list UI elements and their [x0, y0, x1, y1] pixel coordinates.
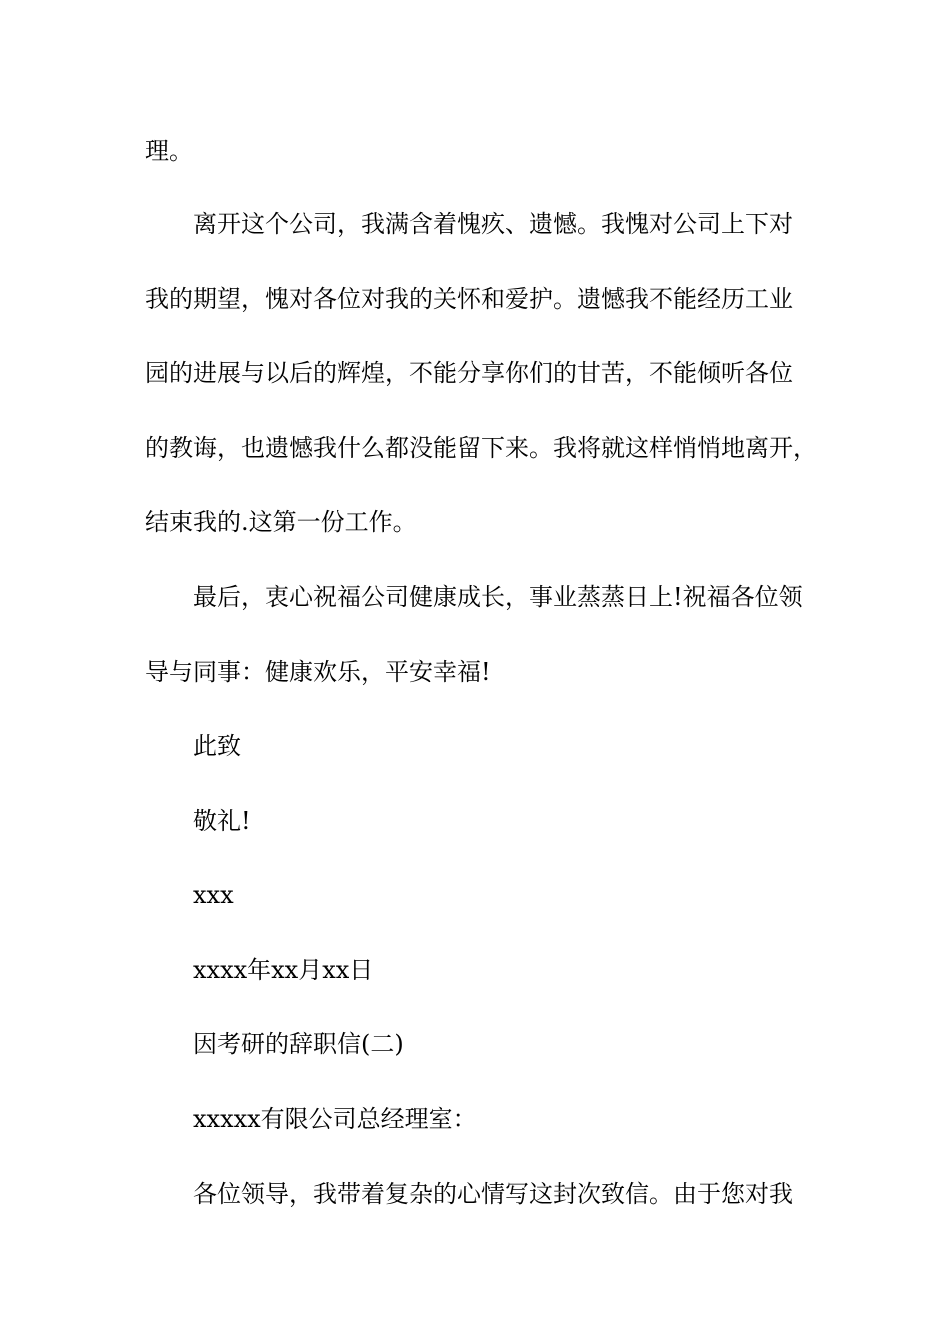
paragraph-line: 理。: [145, 137, 193, 165]
paragraph-line: 园的进展与以后的辉煌，不能分享你们的甘苦，不能倾听各位: [145, 359, 793, 387]
paragraph-line: 的教诲，也遗憾我什么都没能留下来。我将就这样悄悄地离开，: [145, 434, 817, 462]
signature-date: xxxx年xx月xx日: [193, 956, 374, 984]
paragraph-line: 我的期望，愧对各位对我的关怀和爱护。遗憾我不能经历工业: [145, 285, 793, 313]
letter-recipient: xxxxx有限公司总经理室：: [193, 1105, 477, 1133]
closing-salutation: 此致: [193, 732, 241, 760]
paragraph-line: 各位领导，我带着复杂的心情写这封次致信。由于您对我: [193, 1180, 793, 1208]
paragraph-line: 离开这个公司，我满含着愧疚、遗憾。我愧对公司上下对: [193, 210, 793, 238]
paragraph-line: 导与同事：健康欢乐，平安幸福!: [145, 658, 491, 686]
paragraph-line: 结束我的.这第一份工作。: [145, 508, 417, 536]
signature-name: xxx: [193, 881, 234, 909]
section-title: 因考研的辞职信(二): [193, 1030, 404, 1058]
closing-regards: 敬礼!: [193, 807, 251, 835]
paragraph-line: 最后，衷心祝福公司健康成长，事业蒸蒸日上!祝福各位领: [193, 583, 803, 611]
